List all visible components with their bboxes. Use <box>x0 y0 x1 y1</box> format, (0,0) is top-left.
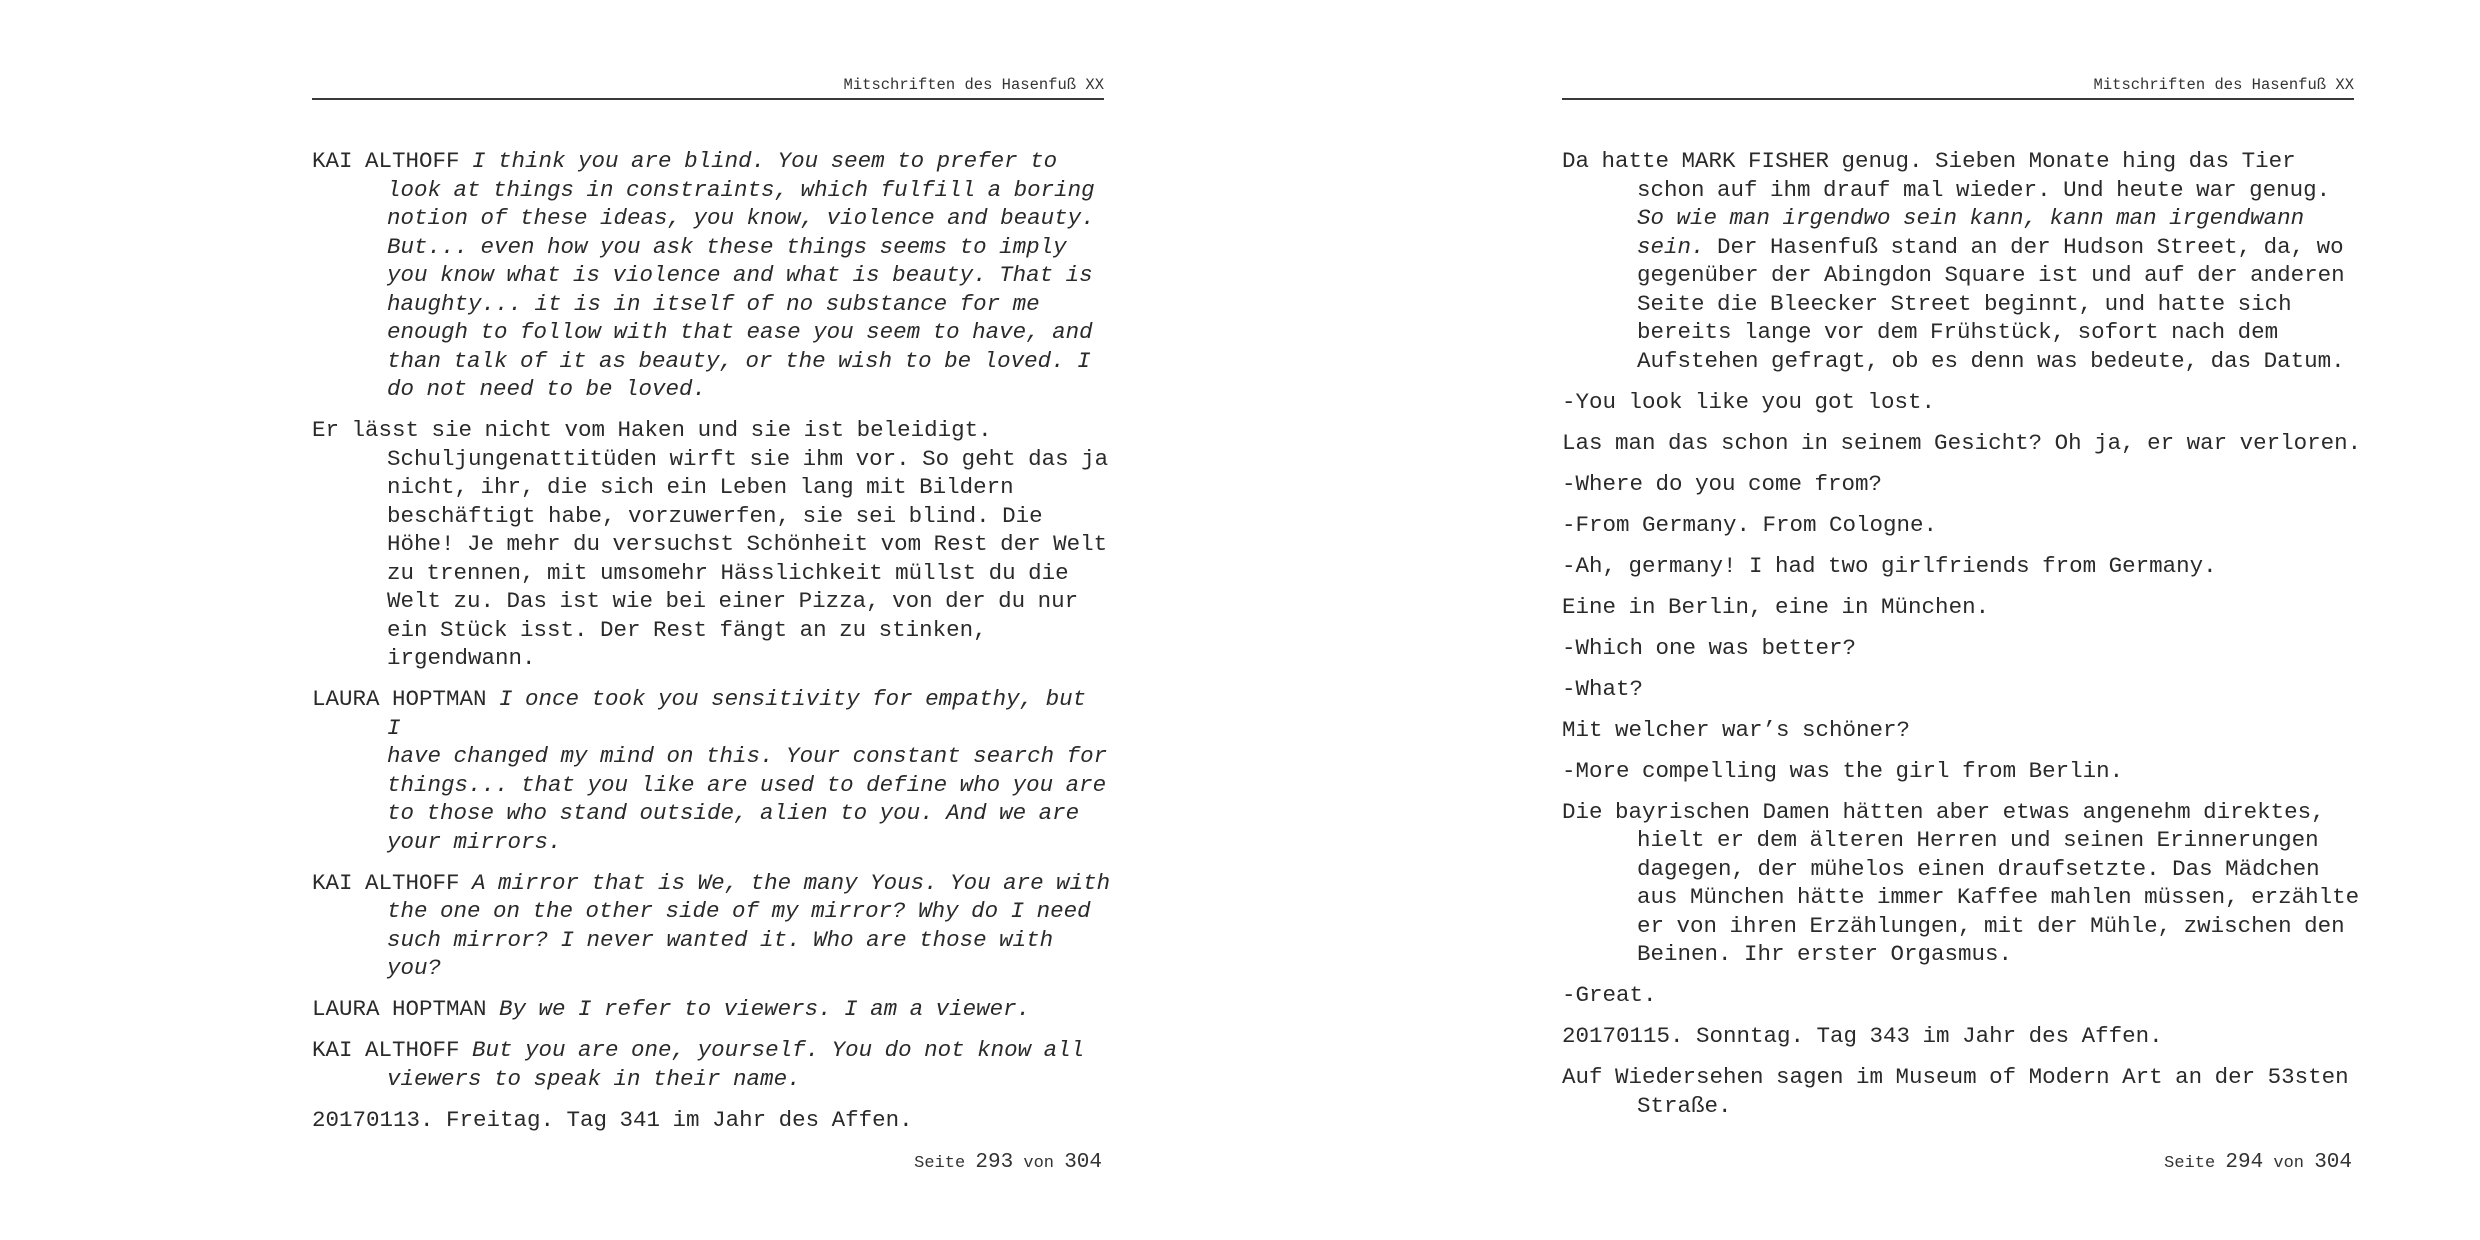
text-line <box>1562 147 2362 176</box>
text-line <box>312 416 1112 445</box>
text-segment: beschäftigt habe, vorzuwerfen, sie sei blind. Die <box>387 502 1043 529</box>
text-line <box>387 799 1112 828</box>
paragraph <box>1562 470 2362 499</box>
italic-text: But you are one, yourself. You do not know all <box>472 1037 1085 1063</box>
text-segment: irgendwann. <box>387 645 536 671</box>
italic-text: to those who stand outside, alien to you. And we are <box>387 800 1080 826</box>
text-line <box>1562 388 2362 417</box>
text-segment: Schuljungenattitüden wirft sie ihm vor. So geht das ja <box>387 445 1109 472</box>
text-line <box>387 290 1112 319</box>
text-line <box>1637 176 2362 205</box>
text-segment: schon auf ihm drauf mal wieder. Und heute war genug. <box>1637 176 2331 203</box>
text-segment: KAI ALTHOFF <box>312 1037 473 1063</box>
text-line <box>1562 511 2362 540</box>
paragraph <box>1562 593 2362 622</box>
paragraph <box>1562 429 2362 458</box>
text-line <box>387 261 1112 290</box>
italic-text: such mirror? I never wanted it. Who are those with <box>387 926 1054 953</box>
text-line <box>387 375 1112 404</box>
text-line <box>1562 634 2362 663</box>
text-segment: LAURA HOPTMAN <box>312 996 500 1022</box>
text-line <box>387 559 1112 588</box>
text-segment: hielt er dem älteren Herren und seinen Erinnerungen <box>1637 827 2319 853</box>
footer-label: Seite <box>914 1154 966 1173</box>
running-header: Mitschriften des Hasenfuß XX <box>1562 72 2354 100</box>
italic-text: do not need to be loved. <box>387 376 707 402</box>
italic-text: look at things in constraints, which fulfill a boring <box>387 176 1095 203</box>
text-line <box>312 1106 1112 1135</box>
text-line <box>387 530 1112 559</box>
page-total: 304 <box>1064 1151 1102 1174</box>
italic-text: notion of these ideas, you know, violence and beauty. <box>387 205 1095 231</box>
page-total: 304 <box>2314 1151 2352 1174</box>
italic-text: you know what is violence and what is beauty. That is <box>387 262 1093 288</box>
paragraph <box>1562 716 2362 745</box>
italic-text: sein. <box>1637 233 1705 260</box>
paragraph <box>1562 981 2362 1010</box>
text-line <box>387 176 1112 205</box>
text-line <box>387 1065 1112 1094</box>
text-segment: er von ihren Erzählungen, mit der Mühle, zwischen den <box>1637 912 2345 939</box>
text-segment: bereits lange vor dem Frühstück, sofort nach dem <box>1637 319 2279 345</box>
paragraph <box>1562 511 2362 540</box>
text-segment: Da hatte MARK FISHER genug. Sieben Monate hing das Tier <box>1562 148 2296 174</box>
page-body <box>312 147 1112 1147</box>
text-segment: 20170113. Freitag. Tag 341 im Jahr des Affen. <box>312 1106 913 1133</box>
text-line <box>387 644 1112 673</box>
text-line <box>1637 261 2362 290</box>
italic-text: have changed my mind on this. Your constant search for <box>387 743 1108 769</box>
text-segment: Las man das schon in seinem Gesicht? Oh ja, er war verloren. <box>1562 429 2362 456</box>
page-number: 293 <box>975 1151 1014 1174</box>
text-segment: LAURA HOPTMAN <box>312 686 500 712</box>
text-line <box>387 771 1112 800</box>
text-line <box>1637 347 2362 376</box>
text-line <box>1637 855 2362 884</box>
text-line <box>1562 593 2362 622</box>
text-line <box>1562 757 2362 786</box>
text-line <box>387 616 1112 645</box>
paragraph <box>1562 675 2362 704</box>
paragraph <box>312 1036 1112 1093</box>
text-segment: Eine in Berlin, eine in München. <box>1562 593 1990 620</box>
italic-text: your mirrors. <box>387 828 562 855</box>
paragraph <box>312 1106 1112 1135</box>
text-segment: Er lässt sie nicht vom Haken und sie ist beleidigt. <box>312 417 992 443</box>
text-segment: Höhe! Je mehr du versuchst Schönheit vom Rest der Welt <box>387 531 1108 557</box>
text-line <box>1637 233 2362 262</box>
text-segment: Der Hasenfuß stand an der Hudson Street, da, wo <box>1704 233 2344 260</box>
paragraph <box>1562 757 2362 786</box>
text-line <box>387 473 1112 502</box>
text-line <box>1637 204 2362 233</box>
page-footer <box>2164 1150 2352 1177</box>
paragraph <box>1562 1022 2362 1051</box>
text-segment: -What? <box>1562 675 1644 702</box>
text-segment: KAI ALTHOFF <box>312 148 473 174</box>
text-line <box>1637 290 2362 319</box>
italic-text: viewers to speak in their name. <box>387 1065 801 1092</box>
text-line <box>387 587 1112 616</box>
text-segment: Auf Wiedersehen sagen im Museum of Modern Art an der 53sten <box>1562 1064 2349 1090</box>
text-line <box>312 685 1112 742</box>
text-line <box>1562 798 2362 827</box>
text-segment: -From Germany. From Cologne. <box>1562 511 1938 538</box>
text-line <box>1562 470 2362 499</box>
page-body <box>1562 147 2362 1133</box>
running-header: Mitschriften des Hasenfuß XX <box>312 72 1104 100</box>
footer-label: Seite <box>2164 1154 2216 1173</box>
text-segment: -Ah, germany! I had two girlfriends from Germany. <box>1562 552 2217 579</box>
italic-text: So wie man irgendwo sein kann, kann man irgendwann <box>1637 205 2305 231</box>
text-line <box>387 502 1112 531</box>
paragraph <box>1562 552 2362 581</box>
paragraph <box>312 416 1112 673</box>
paragraph <box>1562 147 2362 375</box>
italic-text: than talk of it as beauty, or the wish to be loved. I <box>387 347 1091 374</box>
text-segment: -Great. <box>1562 982 1657 1008</box>
italic-text: By we I refer to viewers. I am a viewer. <box>499 996 1031 1022</box>
text-line <box>1562 552 2362 581</box>
text-segment: -Which one was better? <box>1562 634 1857 661</box>
text-line <box>1637 1092 2362 1121</box>
text-segment: Mit welcher war’s schöner? <box>1562 716 1911 743</box>
italic-text: things... that you like are used to define who you are <box>387 771 1107 798</box>
text-segment: Straße. <box>1637 1092 1732 1119</box>
text-line <box>387 347 1112 376</box>
italic-text: enough to follow with that ease you seem to have, and <box>387 319 1093 345</box>
footer-of: von <box>1023 1154 1054 1173</box>
italic-text: But... even how you ask these things seems to imply <box>387 233 1067 260</box>
text-segment: Aufstehen gefragt, ob es denn was bedeute, das Datum. <box>1637 347 2345 374</box>
paragraph <box>312 685 1112 856</box>
text-segment: -Where do you come from? <box>1562 470 1883 497</box>
text-segment: aus München hätte immer Kaffee mahlen müssen, erzählte <box>1637 884 2360 910</box>
text-line <box>1562 716 2362 745</box>
text-segment: zu trennen, mit umsomehr Hässlichkeit müllst du die <box>387 559 1069 586</box>
text-line <box>312 1036 1112 1065</box>
text-segment: -You look like you got lost. <box>1562 388 1936 415</box>
right-page <box>1562 0 2362 1240</box>
left-page <box>312 0 1111 1240</box>
text-line <box>387 897 1112 926</box>
footer-of: von <box>2273 1154 2304 1173</box>
text-line <box>387 445 1112 474</box>
text-segment: ein Stück isst. Der Rest fängt an zu stinken, <box>387 616 987 643</box>
paragraph <box>312 869 1112 983</box>
text-line <box>387 926 1112 955</box>
text-line <box>387 318 1112 347</box>
text-line <box>387 233 1112 262</box>
text-line <box>1637 883 2362 912</box>
text-segment: Seite die Bleecker Street beginnt, und hatte sich <box>1637 290 2292 317</box>
text-line <box>387 204 1112 233</box>
italic-text: A mirror that is We, the many Yous. You are with <box>472 869 1111 896</box>
italic-text: haughty... it is in itself of no substance for me <box>387 290 1040 317</box>
paragraph <box>1562 634 2362 663</box>
text-line <box>387 954 1112 983</box>
text-segment: gegenüber der Abingdon Square ist und auf der anderen <box>1637 262 2345 288</box>
text-line <box>1637 940 2362 969</box>
italic-text: you? <box>387 955 442 981</box>
text-line <box>312 147 1112 176</box>
text-segment: Die bayrischen Damen hätten aber etwas angenehm direktes, <box>1562 798 2325 825</box>
text-line <box>1637 912 2362 941</box>
italic-text: I once took you sensitivity for empathy, but I <box>387 686 1087 741</box>
paragraph <box>1562 388 2362 417</box>
page-footer <box>914 1150 1102 1177</box>
paragraph <box>312 147 1112 404</box>
text-line <box>312 869 1112 898</box>
text-line <box>1637 826 2362 855</box>
text-line <box>1562 1022 2362 1051</box>
text-segment: dagegen, der mühelos einen draufsetzte. Das Mädchen <box>1637 855 2320 882</box>
text-line <box>1637 318 2362 347</box>
text-segment: KAI ALTHOFF <box>312 869 473 896</box>
paragraph <box>1562 798 2362 969</box>
page-number: 294 <box>2225 1151 2264 1174</box>
text-segment: Welt zu. Das ist wie bei einer Pizza, von der du nur <box>387 588 1079 614</box>
paragraph <box>312 995 1112 1024</box>
text-line <box>1562 981 2362 1010</box>
text-line <box>387 742 1112 771</box>
text-segment: 20170115. Sonntag. Tag 343 im Jahr des Affen. <box>1562 1023 2163 1049</box>
italic-text: the one on the other side of my mirror? Why do I need <box>387 898 1091 924</box>
text-segment: Beinen. Ihr erster Orgasmus. <box>1637 941 2013 967</box>
text-line <box>1562 429 2362 458</box>
text-line <box>312 995 1112 1024</box>
text-segment: -More compelling was the girl from Berlin. <box>1562 757 2124 784</box>
text-segment: nicht, ihr, die sich ein Leben lang mit Bildern <box>387 474 1014 500</box>
paragraph <box>1562 1063 2362 1120</box>
text-line <box>1562 1063 2362 1092</box>
text-line <box>1562 675 2362 704</box>
text-line <box>387 828 1112 857</box>
italic-text: I think you are blind. You seem to prefer to <box>472 148 1058 174</box>
